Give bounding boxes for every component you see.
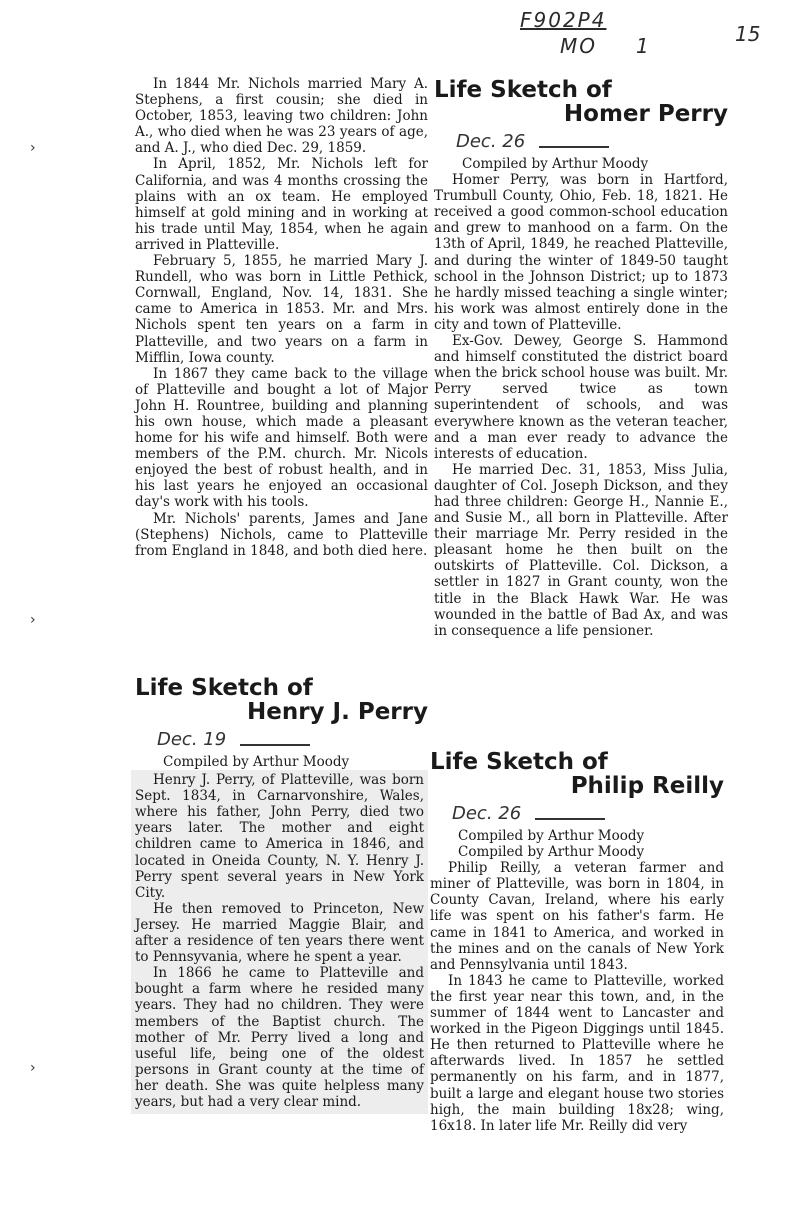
nichols-article-continued xyxy=(135,76,428,559)
shaded-text-block xyxy=(131,770,428,1114)
article-title-line1: Life Sketch of xyxy=(135,675,313,701)
article-title-line2: Henry J. Perry xyxy=(246,699,428,725)
paragraph: In 1844 Mr. Nichols married Mary A. Stephens, a first cousin; she died in October, 1853, leaving two children: John A., who died when he was 23 years of age, and A. J., who died Dec. 29, 1859. xyxy=(135,76,428,157)
article-title-line2: Homer Perry xyxy=(563,101,728,127)
paragraph: In 1866 he came to Platteville and bought a farm where he resided many years. They had no children. They were members of the Baptist church. The mother of Mr. Perry lived a long and useful life, being one of the oldest persons in Grant county at the time of her death. She was quite helpless many years, but had a very clear mind. xyxy=(135,965,424,1110)
page-number-handwritten: 15 xyxy=(735,22,761,46)
paragraph: Ex-Gov. Dewey, George S. Hammond and himself constituted the district board when the brick school house was built. Mr. Perry served twice as town superintendent of schools, and was everywhere known as the veteran teacher, and a man ever ready to advance the interests of education. xyxy=(434,333,728,462)
article-title-line1: Life Sketch of xyxy=(430,749,608,775)
handwritten-date: Dec. 26 xyxy=(452,802,522,824)
margin-mark: › xyxy=(30,612,36,628)
paragraph: In 1843 he came to Platteville, worked the first year near this town, and, in the summer of 1844 went to Lancaster and worked in the Pigeon Diggings until 1845. He then returned to Platteville where he afterwards lived. In 1857 he settled permanently on his farm, and in 1877, built a large and elegant house two stories high, the main building 18x28; wing, 16x18. In later life Mr. Reilly did very xyxy=(430,972,724,1134)
divider xyxy=(535,818,605,820)
paragraph: He then removed to Princeton, New Jersey. He married Maggie Blair, and after a residence of ten years there went to Pennsyvania, where he spent a year. xyxy=(135,900,424,966)
handwritten-date: Dec. 26 xyxy=(456,130,526,152)
homer-perry-article xyxy=(434,78,728,639)
byline: Compiled by Arthur Moody xyxy=(163,754,350,770)
byline-duplicate: Compiled by Arthur Moody xyxy=(458,844,645,861)
margin-mark: › xyxy=(30,1060,36,1076)
paragraph: Henry J. Perry, of Platteville, was born Sept. 1834, in Carnarvonshire, Wales, where his father, John Perry, died two years later. The mother and eight children came to America in 1846, and located in Oneida County, N. Y. Henry J. Perry spent several years in New York City. xyxy=(135,772,424,901)
byline: Compiled by Arthur Moody xyxy=(462,156,649,172)
paragraph: February 5, 1855, he married Mary J. Rundell, who was born in Little Pethick, Cornwall, England, Nov. 14, 1831. She came to America in 1853. Mr. and Mrs. Nichols spent ten years on a farm in Platteville, and two years on a farm in Mifflin, Iowa county. xyxy=(135,253,428,366)
handwritten-mark: 1 xyxy=(636,34,649,58)
byline: Compiled by Arthur Moody xyxy=(458,828,645,844)
henry-perry-article xyxy=(135,676,428,1114)
paragraph: Homer Perry, was born in Hartford, Trumbull County, Ohio, Feb. 18, 1821. He received a good common-school education and grew to manhood on a farm. On the 13th of April, 1849, he reached Platteville, and during the winter of 1849-50 taught school in the Johnson District; up to 1873 he hardly missed teaching a single winter; his work was almost entirely done in the city and town of Platteville. xyxy=(434,172,728,333)
handwritten-date: Dec. 19 xyxy=(157,728,227,750)
margin-mark: › xyxy=(30,140,36,156)
archive-code-handwritten: F902P4 xyxy=(520,8,607,32)
archive-code-handwritten-2: MO xyxy=(560,34,597,58)
divider xyxy=(539,146,609,148)
divider xyxy=(240,744,310,746)
article-title-line2: Philip Reilly xyxy=(570,773,724,799)
paragraph: In 1867 they came back to the village of Platteville and bought a lot of Major John H. Rountree, building and planning his own house, which made a pleasant home for his wife and himself. Both were members of the P.M. church. Mr. Nicols enjoyed the best of robust health, and in his last years he enjoyed an occasional day's work with his tools. xyxy=(135,365,428,511)
article-title-line1: Life Sketch of xyxy=(434,77,612,103)
paragraph: In April, 1852, Mr. Nichols left for California, and was 4 months crossing the plains with an ox team. He employed himself at gold mining and in working at his trade until May, 1854, when he again arrived in Platteville. xyxy=(135,156,428,253)
paragraph: He married Dec. 31, 1853, Miss Julia, daughter of Col. Joseph Dickson, and they had three children: George H., Nannie E., and Susie M., all born in Platteville. After their marriage Mr. Perry resided in the pleasant home he then built on the outskirts of Platteville. Col. Dickson, a settler in 1827 in Grant county, won the title in the Black Hawk War. He was wounded in the battle of Bad Ax, and was in consequence a life pensioner. xyxy=(434,461,728,639)
philip-reilly-article xyxy=(430,750,724,1134)
paragraph: Mr. Nichols' parents, James and Jane (Stephens) Nichols, came to Platteville from England in 1848, and both died here. xyxy=(135,510,428,559)
paragraph: Philip Reilly, a veteran farmer and miner of Platteville, was born in 1804, in County Cavan, Ireland, where his early life was spent on his father's farm. He came in 1841 to America, and worked in the mines and on the canals of New York and Pennsylvania until 1843. xyxy=(430,860,724,973)
